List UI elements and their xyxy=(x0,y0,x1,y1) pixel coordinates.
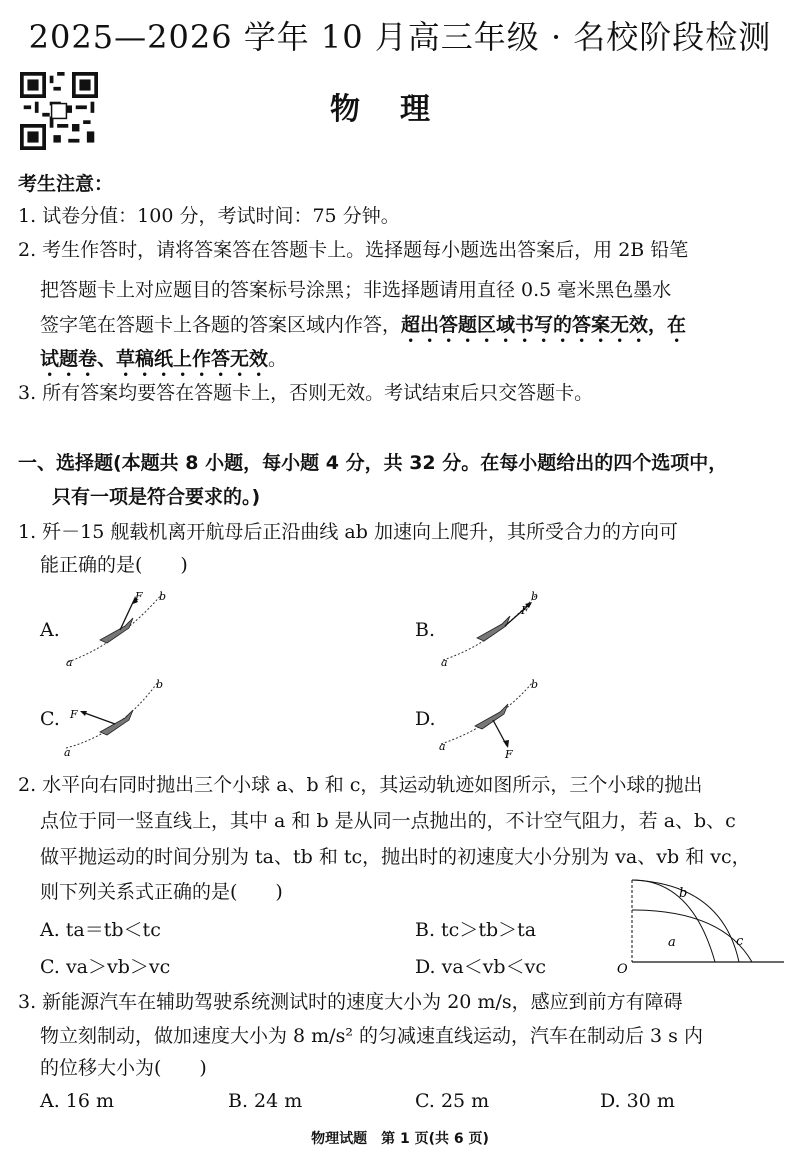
notice-emphasis-text-2: 试题卷、草稿纸上作答无效 xyxy=(40,348,269,370)
curve-c-label: c xyxy=(736,934,744,949)
q1-figure-c xyxy=(60,676,180,758)
notice-plain-text: 签字笔在答题卡上各题的答案区域内作答， xyxy=(40,314,402,336)
q2-stem-line-3: 做平抛运动的时间分别为 ta、tb 和 tc，抛出时的初速度大小分别为 va、vb 和 vc， xyxy=(40,846,751,868)
section-heading-line-1: 一、选择题(本题共 8 小题，每小题 4 分，共 32 分。在每小题给出的四个选项中， xyxy=(18,452,728,474)
force-label: F xyxy=(135,590,143,603)
q1-stem-line-1: 1. 歼－15 舰载机离开航母后正沿曲线 ab 加速向上爬升，其所受合力的方向可 xyxy=(18,521,678,543)
notice-item-3: 3. 所有答案均要答在答题卡上，否则无效。考试结束后只交答题卡。 xyxy=(18,382,594,404)
notice-item-2-line-2: 把答题卡上对应题目的答案标号涂黑；非选择题请用直径 0.5 毫米黑色墨水 xyxy=(40,279,672,301)
q1-stem-line-2: 能正确的是( ) xyxy=(40,554,188,576)
point-b-label: b xyxy=(531,590,539,603)
q2-stem-line-4: 则下列关系式正确的是( ) xyxy=(40,881,283,903)
q1-figure-a xyxy=(60,588,180,670)
q2-option-d: D. va＜vb＜vc xyxy=(415,956,546,978)
notice-period: 。 xyxy=(268,348,288,370)
point-a-label: a xyxy=(441,656,448,669)
force-label: F xyxy=(505,748,513,758)
q2-option-b: B. tc＞tb＞ta xyxy=(415,919,537,941)
curve-b-label: b xyxy=(679,886,688,901)
point-b-label: b xyxy=(531,678,539,691)
subject-title: 物理 xyxy=(330,92,470,127)
q1-figure-d xyxy=(435,676,555,758)
q2-stem-line-2: 点位于同一竖直线上，其中 a 和 b 是从同一点抛出的，不计空气阻力，若 a、b、c xyxy=(40,810,736,832)
q2-trajectory-figure xyxy=(612,874,787,974)
notice-item-2-line-3 xyxy=(40,313,686,347)
point-a-label: a xyxy=(66,656,73,669)
page-footer: 物理试题 第 1 页(共 6 页) xyxy=(311,1131,489,1147)
q3-option-c: C. 25 m xyxy=(415,1090,490,1112)
q2-option-a: A. ta＝tb＜tc xyxy=(40,919,161,941)
notice-heading: 考生注意： xyxy=(18,173,114,195)
q3-stem-line-2: 物立刻制动，做加速度大小为 8 m/s² 的匀减速直线运动，汽车在制动后 3 s 内 xyxy=(40,1025,703,1047)
q3-option-a: A. 16 m xyxy=(40,1090,115,1112)
origin-label: O xyxy=(617,962,628,974)
notice-emphasis-text: 超出答题区域书写的答案无效，在 xyxy=(401,314,687,336)
qr-code xyxy=(20,72,98,150)
point-a-label: a xyxy=(439,740,446,753)
point-a-label: a xyxy=(64,746,71,758)
curve-a-label: a xyxy=(668,935,676,950)
exam-title: 2025—2026 学年 10 月高三年级 · 名校阶段检测 xyxy=(28,18,772,56)
q3-option-d: D. 30 m xyxy=(600,1090,675,1112)
notice-item-2-line-4 xyxy=(40,347,287,381)
q3-stem-line-3: 的位移大小为( ) xyxy=(40,1057,207,1079)
point-b-label: b xyxy=(156,678,164,691)
q3-stem-line-1: 3. 新能源汽车在辅助驾驶系统测试时的速度大小为 20 m/s，感应到前方有障碍 xyxy=(18,991,683,1013)
q1-figure-b xyxy=(435,588,555,670)
q1-option-a: A. xyxy=(40,619,60,641)
point-b-label: b xyxy=(159,590,167,603)
q2-stem-line-1: 2. 水平向右同时抛出三个小球 a、b 和 c，其运动轨迹如图所示，三个小球的抛出 xyxy=(18,774,703,796)
notice-item-2-line-1: 2. 考生作答时，请将答案答在答题卡上。选择题每小题选出答案后，用 2B 铅笔 xyxy=(18,239,689,261)
q1-option-c: C. xyxy=(40,708,60,730)
notice-item-1: 1. 试卷分值：100 分，考试时间：75 分钟。 xyxy=(18,205,400,227)
force-label: F xyxy=(70,708,78,721)
q3-option-b: B. 24 m xyxy=(228,1090,303,1112)
q2-option-c: C. va＞vb＞vc xyxy=(40,956,171,978)
q1-option-b: B. xyxy=(415,619,436,641)
force-label: F xyxy=(521,604,529,617)
q1-option-d: D. xyxy=(415,708,436,730)
section-heading-line-2: 只有一项是符合要求的。) xyxy=(52,486,261,508)
